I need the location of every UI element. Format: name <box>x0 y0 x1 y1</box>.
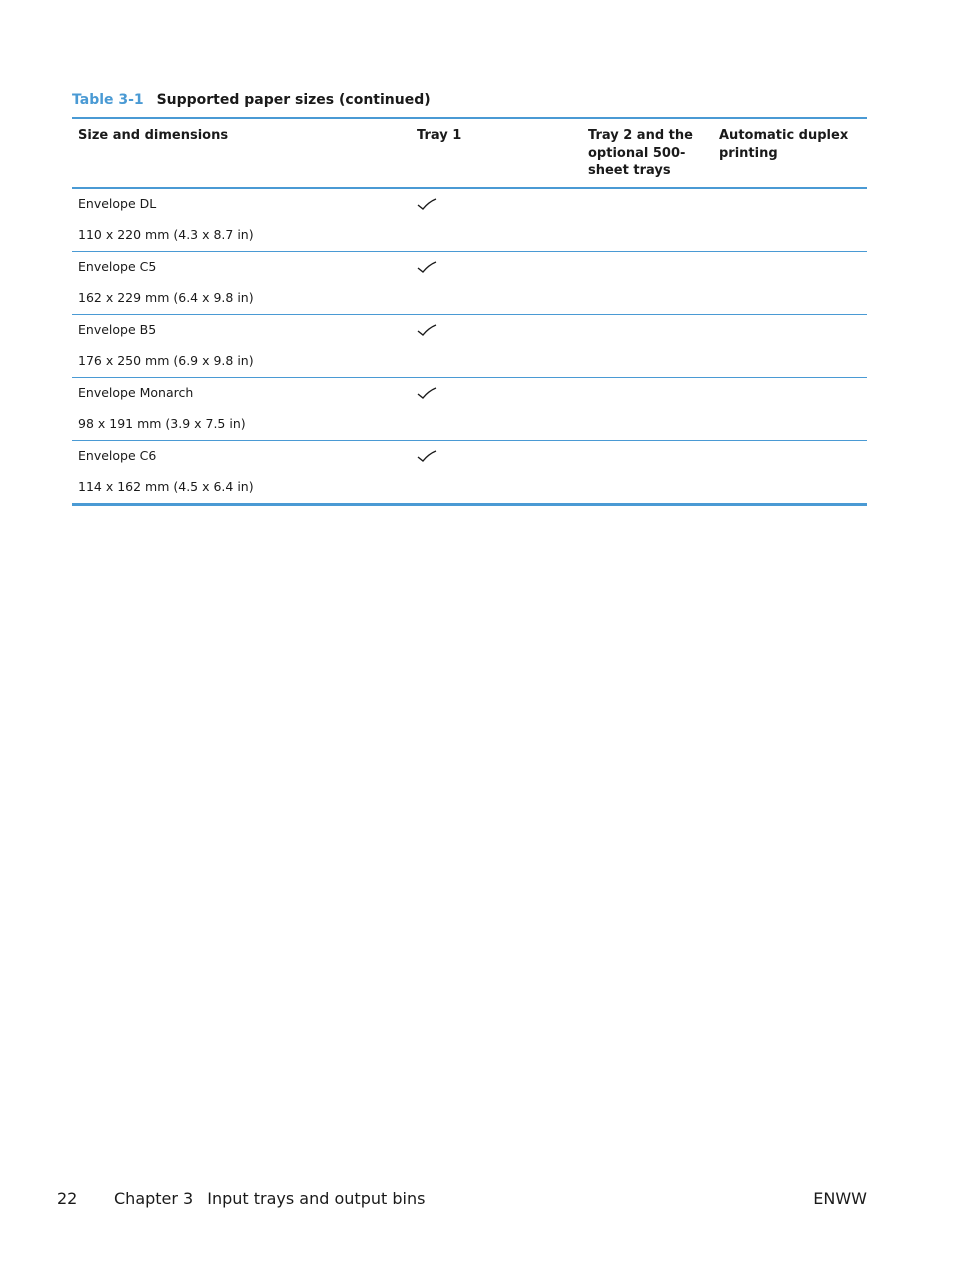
header-duplex: Automatic duplex printing <box>719 128 849 161</box>
size-dimensions: 176 x 250 mm (6.9 x 9.8 in) <box>78 353 254 368</box>
size-dimensions: 114 x 162 mm (4.5 x 6.4 in) <box>78 479 254 494</box>
table-row <box>72 315 867 378</box>
size-name: Envelope C6 <box>78 448 157 463</box>
size-dimensions: 110 x 220 mm (4.3 x 8.7 in) <box>78 227 254 242</box>
paper-sizes-table <box>72 117 867 506</box>
table-row <box>72 441 867 503</box>
size-name: Envelope DL <box>78 196 157 211</box>
table-caption-title: Supported paper sizes (continued) <box>156 92 431 108</box>
header-tray-2: Tray 2 and the optional 500-sheet trays <box>588 128 693 178</box>
footer-doc-code: ENWW <box>813 1189 867 1208</box>
size-dimensions: 162 x 229 mm (6.4 x 9.8 in) <box>78 290 254 305</box>
table-caption <box>72 92 431 108</box>
table-caption-label: Table 3-1 <box>72 92 144 108</box>
size-name: Envelope C5 <box>78 259 157 274</box>
page-number: 22 <box>57 1189 78 1208</box>
table-row <box>72 378 867 441</box>
chapter-title: Input trays and output bins <box>207 1189 426 1208</box>
table-row <box>72 189 867 252</box>
checkmark-icon <box>417 450 437 464</box>
chapter-label: Chapter 3 <box>114 1189 194 1208</box>
checkmark-icon <box>417 324 437 338</box>
footer-chapter <box>114 1189 425 1208</box>
checkmark-icon <box>417 198 437 212</box>
table-header-row <box>72 119 867 189</box>
size-name: Envelope B5 <box>78 322 157 337</box>
size-name: Envelope Monarch <box>78 385 194 400</box>
table-row <box>72 252 867 315</box>
checkmark-icon <box>417 261 437 275</box>
checkmark-icon <box>417 387 437 401</box>
header-tray-1: Tray 1 <box>417 128 462 143</box>
size-dimensions: 98 x 191 mm (3.9 x 7.5 in) <box>78 416 246 431</box>
header-size-dimensions: Size and dimensions <box>78 128 229 143</box>
